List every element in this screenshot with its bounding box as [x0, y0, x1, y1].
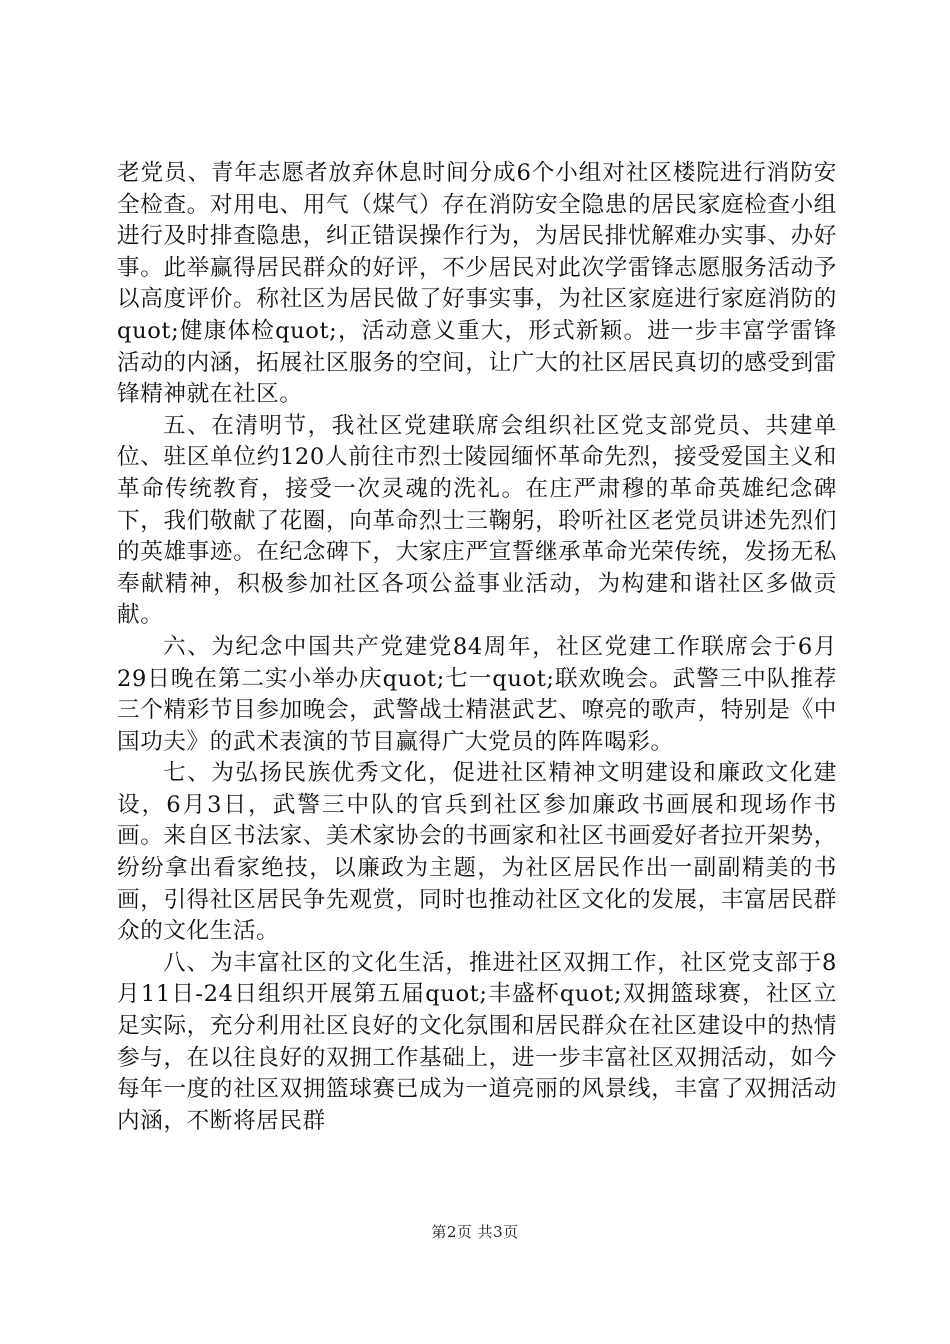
document-body: [117, 158, 837, 1137]
page-number-footer: 第2页 共3页: [431, 1223, 519, 1241]
paragraph-continued: 老党员、青年志愿者放弃休息时间分成6个小组对社区楼院进行消防安全检查。对用电、用气（煤气）存在消防安全隐患的居民家庭检查小组进行及时排查隐患，纠正错误操作行为，为居民排忧解难办实事、办好事。此举赢得居民群众的好评，不少居民对此次学雷锋志愿服务活动予以高度评价。称社区为居民做了好事实事，为社区家庭进行家庭消防的quot;健康体检quot;，活动意义重大，形式新颖。进一步丰富学雷锋活动的内涵，拓展社区服务的空间，让广大的社区居民真切的感受到雷锋精神就在社区。: [117, 160, 837, 408]
paragraph-section-5: 五、在清明节，我社区党建联席会组织社区党支部党员、共建单位、驻区单位约120人前往市烈士陵园缅怀革命先烈，接受爱国主义和革命传统教育，接受一次灵魂的洗礼。在庄严肃穆的革命英雄纪念碑下，我们敬献了花圈，向革命烈士三鞠躬，聆听社区老党员讲述先烈们的英雄事迹。在纪念碑下，大家庄严宣誓继承革命光荣传统，发扬无私奉献精神，积极参加社区各项公益事业活动，为构建和谐社区多做贡献。: [117, 412, 837, 629]
paragraph-section-7: 七、为弘扬民族优秀文化，促进社区精神文明建设和廉政文化建设，6月3日，武警三中队的官兵到社区参加廉政书画展和现场作书画。来自区书法家、美术家协会的书画家和社区书画爱好者拉开架势，纷纷拿出看家绝技，以廉政为主题，为社区居民作出一副副精美的书画，引得社区居民争先观赏，同时也推动社区文化的发展，丰富居民群众的文化生活。: [117, 760, 837, 945]
paragraph-section-6: 六、为纪念中国共产党建党84周年，社区党建工作联席会于6月29日晚在第二实小举办庆quot;七一quot;联欢晚会。武警三中队推荐三个精彩节目参加晚会，武警战士精湛武艺、嘹亮的歌声，特别是《中国功夫》的武术表演的节目赢得广大党员的阵阵喝彩。: [117, 633, 837, 755]
paragraph-section-8: 八、为丰富社区的文化生活，推进社区双拥工作，社区党支部于8月11日-24日组织开展第五届quot;丰盛杯quot;双拥篮球赛，社区立足实际，充分利用社区良好的文化氛围和居民群众在社区建设中的热情参与，在以往良好的双拥工作基础上，进一步丰富社区双拥活动，如今每年一度的社区双拥篮球赛已成为一道亮丽的风景线，丰富了双拥活动内涵，不断将居民群: [117, 949, 837, 1134]
